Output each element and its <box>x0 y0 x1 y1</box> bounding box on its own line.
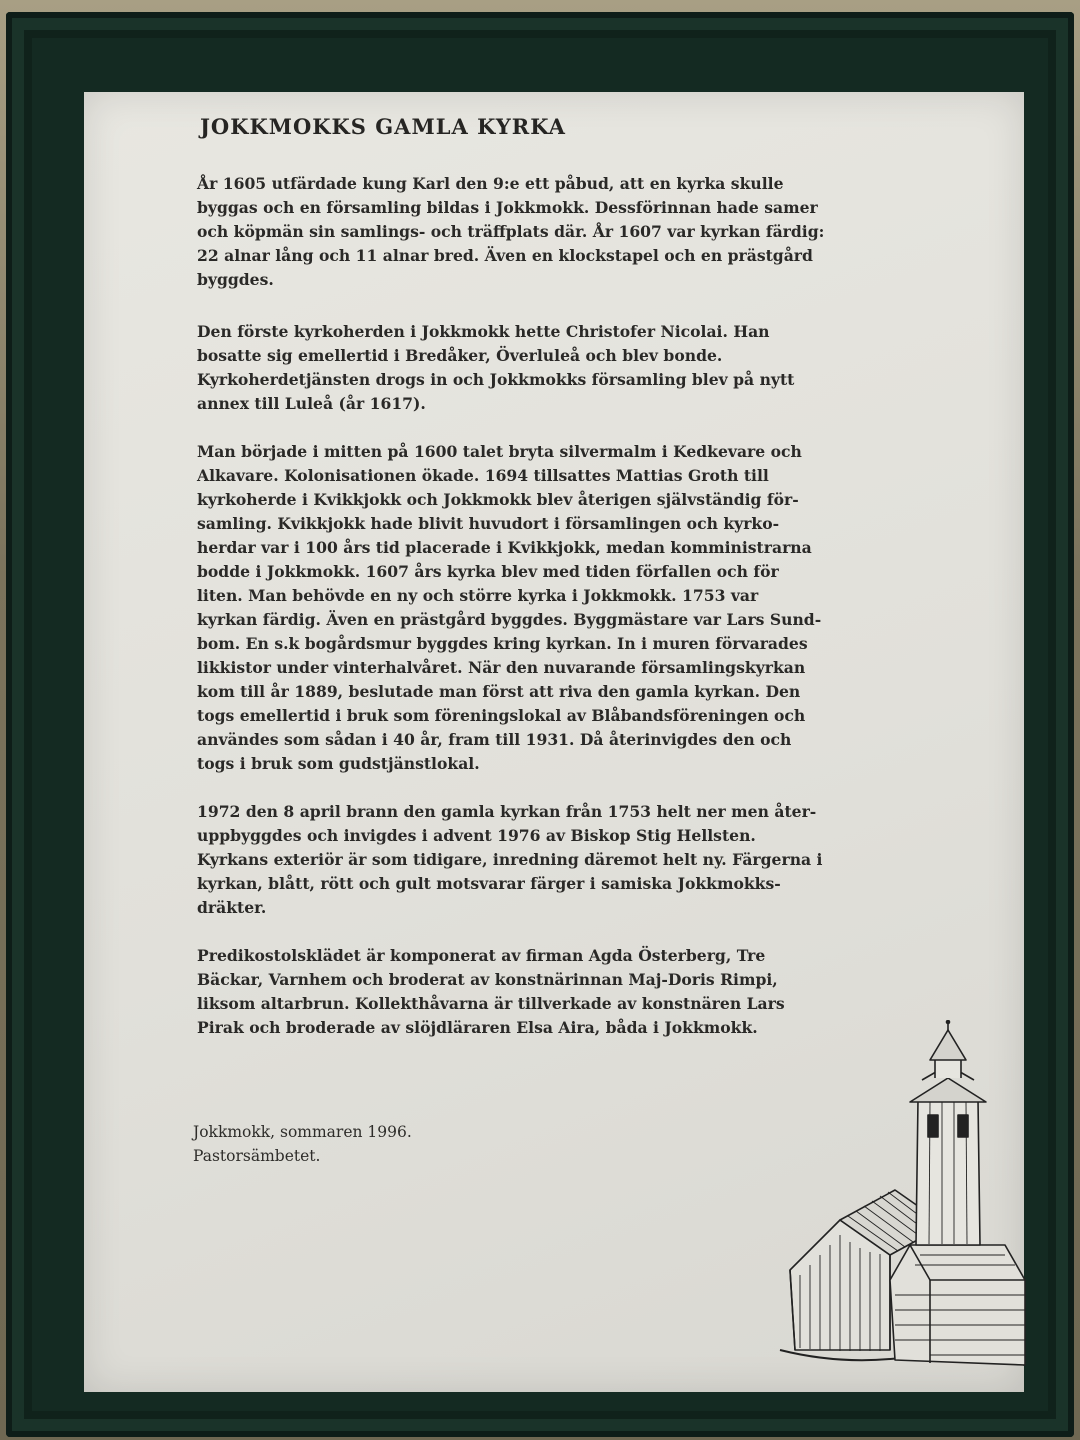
text-line: herdar var i 100 års tid placerade i Kvikkjokk, medan komministrarna <box>197 538 812 557</box>
text-line: annex till Luleå (år 1617). <box>197 394 426 413</box>
paragraph-1 <box>197 172 967 292</box>
text-line: liksom altarbrun. Kollekthåvarna är tillverkade av konstnären Lars <box>197 994 785 1013</box>
text-line: dräkter. <box>197 898 267 917</box>
signature-office: Pastorsämbetet. <box>193 1147 321 1165</box>
text-line: År 1605 utfärdade kung Karl den 9:e ett påbud, att en kyrka skulle <box>197 174 784 193</box>
text-line: kyrkan färdig. Även en prästgård byggdes. Byggmästare var Lars Sund- <box>197 610 822 629</box>
wooden-church-with-bell-tower-icon <box>770 1020 1030 1380</box>
text-line: likkistor under vinterhalvåret. När den nuvarande församlingskyrkan <box>197 658 806 677</box>
text-line: uppbyggdes och invigdes i advent 1976 av Biskop Stig Hellsten. <box>197 826 756 845</box>
text-line: kom till år 1889, beslutade man först att riva den gamla kyrkan. Den <box>197 682 801 701</box>
text-line: och köpmän sin samlings- och träffplats där. År 1607 var kyrkan färdig: <box>197 222 825 241</box>
text-line: Predikostolsklädet är komponerat av firman Agda Österberg, Tre <box>197 946 766 965</box>
text-line: Alkavare. Kolonisationen ökade. 1694 tillsattes Mattias Groth till <box>197 466 769 485</box>
text-line: togs emellertid i bruk som föreningslokal av Blåbandsföreningen och <box>197 706 806 725</box>
signature <box>193 1120 412 1168</box>
text-line: bom. En s.k bogårdsmur byggdes kring kyrkan. In i muren förvarades <box>197 634 808 653</box>
text-line: Kyrkoherdetjänsten drogs in och Jokkmokks församling blev på nytt <box>197 370 795 389</box>
text-line: Kyrkans exteriör är som tidigare, inredning däremot helt ny. Färgerna i <box>197 850 823 869</box>
paragraph-4 <box>197 800 967 920</box>
signature-place-date: Jokkmokk, sommaren 1996. <box>193 1123 412 1141</box>
paragraph-3 <box>197 440 967 776</box>
sign-title: JOKKMOKKS GAMLA KYRKA <box>200 114 566 139</box>
text-line: bodde i Jokkmokk. 1607 års kyrka blev med tiden förfallen och för <box>197 562 779 581</box>
text-line: bosatte sig emellertid i Bredåker, Överluleå och blev bonde. <box>197 346 723 365</box>
text-line: 1972 den 8 april brann den gamla kyrkan från 1753 helt ner men åter- <box>197 802 817 821</box>
text-line: liten. Man behövde en ny och större kyrka i Jokkmokk. 1753 var <box>197 586 759 605</box>
text-line: Den förste kyrkoherden i Jokkmokk hette Christofer Nicolai. Han <box>197 322 770 341</box>
text-line: togs i bruk som gudstjänstlokal. <box>197 754 480 773</box>
text-line: kyrkoherde i Kvikkjokk och Jokkmokk blev återigen självständig för- <box>197 490 799 509</box>
text-line: användes som sådan i 40 år, fram till 1931. Då återinvigdes den och <box>197 730 792 749</box>
text-line: samling. Kvikkjokk hade blivit huvudort i församlingen och kyrko- <box>197 514 780 533</box>
text-line: kyrkan, blått, rött och gult motsvarar färger i samiska Jokkmokks- <box>197 874 781 893</box>
text-line: Man började i mitten på 1600 talet bryta silvermalm i Kedkevare och <box>197 442 802 461</box>
paragraph-2 <box>197 320 967 416</box>
text-line: Pirak och broderade av slöjdläraren Elsa Aira, båda i Jokkmokk. <box>197 1018 758 1037</box>
text-line: byggas och en församling bildas i Jokkmokk. Dessförinnan hade samer <box>197 198 818 217</box>
text-line: 22 alnar lång och 11 alnar bred. Även en klockstapel och en prästgård <box>197 246 813 265</box>
text-line: byggdes. <box>197 270 274 289</box>
text-line: Bäckar, Varnhem och broderat av konstnärinnan Maj-Doris Rimpi, <box>197 970 778 989</box>
